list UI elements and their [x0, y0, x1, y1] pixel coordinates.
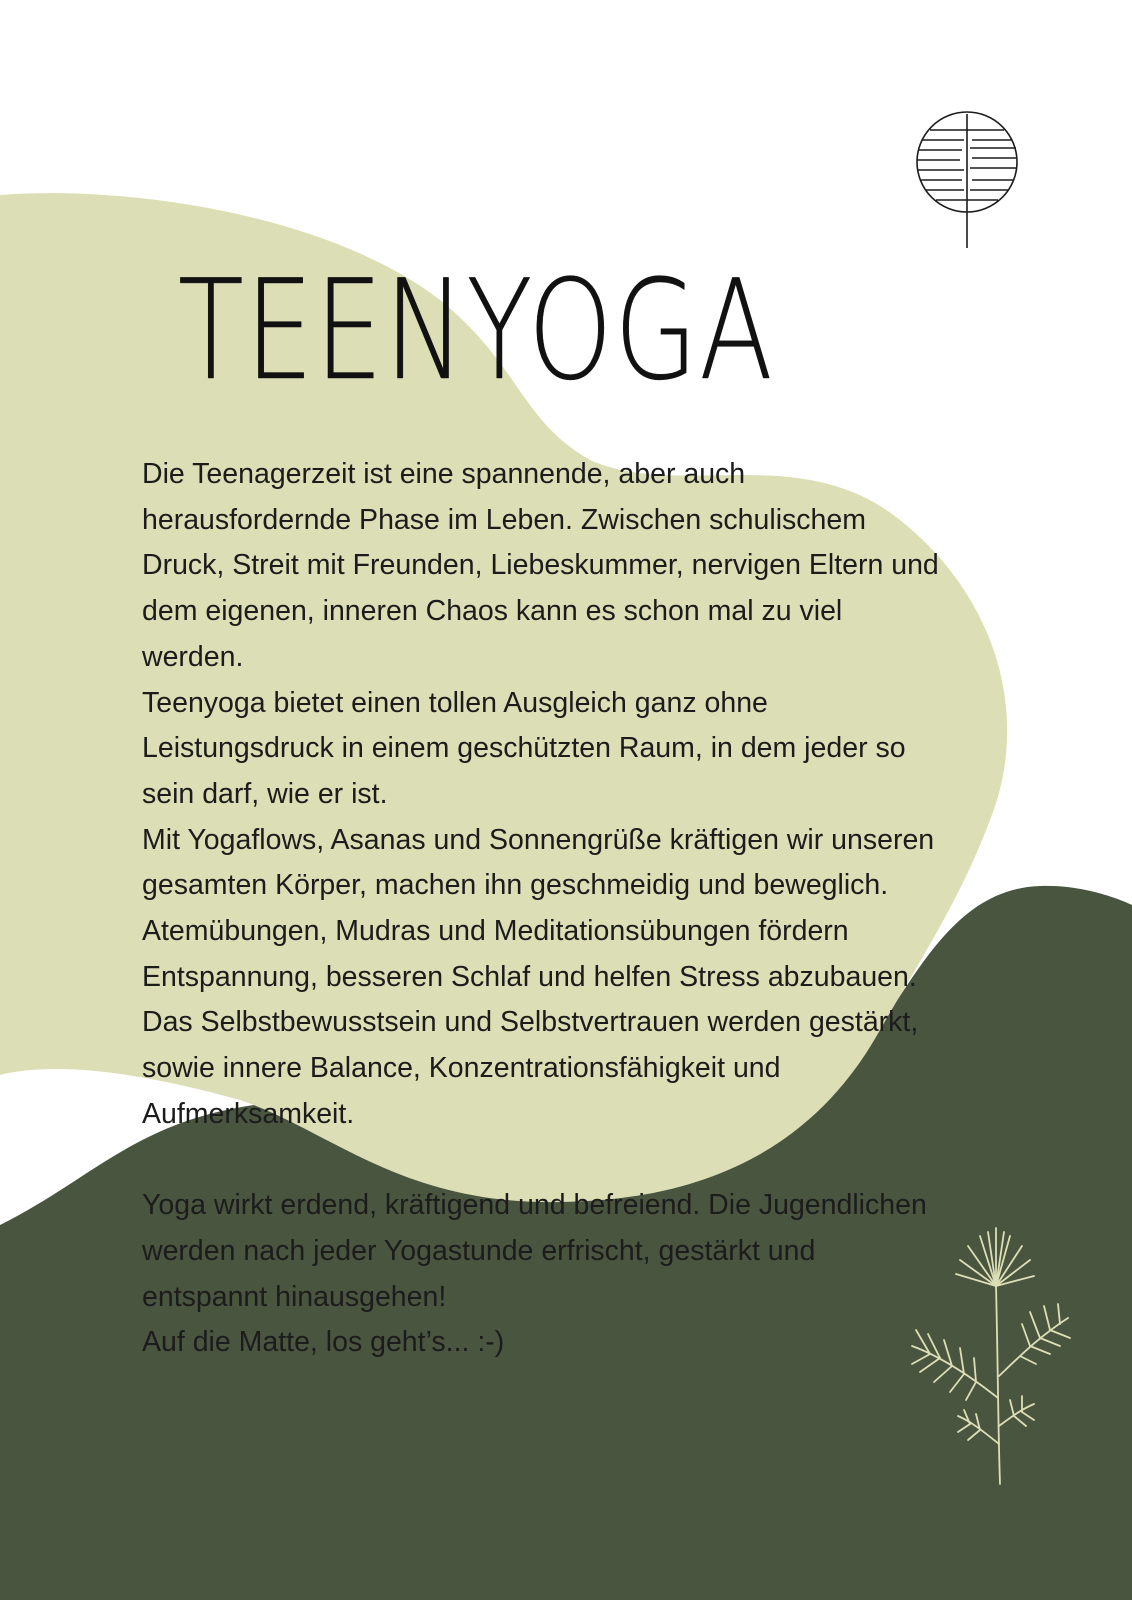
paragraph-closing: Auf die Matte, los geht’s... :-) — [142, 1326, 505, 1359]
body-text — [142, 452, 942, 1366]
paragraph-intro: Die Teenagerzeit ist eine spannende, aber auch herausfordernde Phase im Leben. Zwischen schulischem Druck, Streit mit Freunden, Liebeskummer, nervigen Eltern und dem eigenen, inneren Chaos kann es schon mal zu viel werden. — [142, 458, 939, 673]
paragraph-breathing: Atemübungen, Mudras und Meditationsübungen fördern Entspannung, besseren Schlaf und helfen Stress abzubauen. Das Selbstbewusstsein und Selbstvertrauen werden gestärkt, sowie innere Balance, Konzentrationsfähigkeit und Aufmerksamkeit. — [142, 915, 919, 1130]
paragraph-effect: Yoga wirkt erdend, kräftigend und befreiend. Die Jugendlichen werden nach jeder Yogastunde erfrischt, gestärkt und entspannt hinausgehen! — [142, 1189, 927, 1313]
round-leaf-tree-icon — [912, 110, 1022, 250]
paragraph-yogaflows: Mit Yogaflows, Asanas und Sonnengrüße kräftigen wir unseren gesamten Körper, machen ihn geschmeidig und beweglich. — [142, 823, 935, 902]
page-title: TEENYOGA — [178, 250, 775, 411]
pine-branch-icon — [910, 1226, 1076, 1486]
paragraph-teenyoga: Teenyoga bietet einen tollen Ausgleich ganz ohne Leistungsdruck in einem geschützten Raum, in dem jeder so sein darf, wie er ist. — [142, 686, 906, 810]
paragraph-spacer — [142, 1138, 942, 1184]
